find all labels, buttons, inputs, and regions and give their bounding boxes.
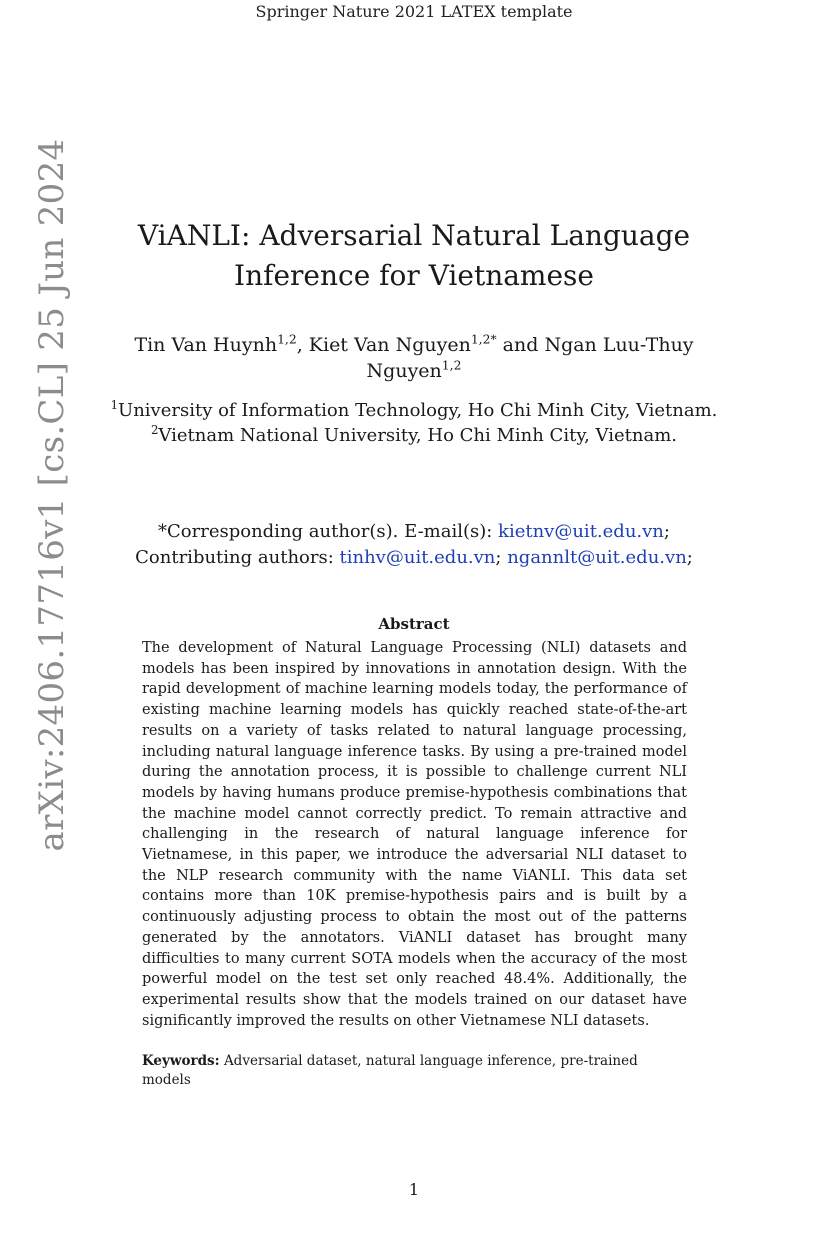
title-line-2: Inference for Vietnamese bbox=[234, 259, 594, 292]
affiliations bbox=[105, 398, 723, 448]
affiliation-text: University of Information Technology, Ho Chi Minh City, Vietnam. bbox=[118, 400, 718, 421]
corresponding-suffix: ; bbox=[663, 521, 670, 542]
contributing-suffix: ; bbox=[686, 547, 693, 568]
affiliation-number: 1 bbox=[110, 398, 119, 412]
contributing-separator: ; bbox=[495, 547, 508, 568]
keywords bbox=[142, 1052, 687, 1090]
corresponding-prefix: *Corresponding author(s). E-mail(s): bbox=[158, 521, 499, 542]
contributing-authors-line bbox=[90, 545, 738, 571]
contributing-email-link-2[interactable]: ngannlt@uit.edu.vn bbox=[507, 547, 687, 568]
arxiv-identifier[interactable]: arXiv:2406.17716v1 [cs.CL] 25 Jun 2024 bbox=[32, 138, 72, 852]
running-head: Springer Nature 2021 LATEX template bbox=[255, 2, 573, 21]
author-affil-mark: 1,2 bbox=[441, 358, 462, 373]
abstract-heading: Abstract bbox=[378, 615, 450, 633]
title-line-1: ViANLI: Adversarial Natural Language bbox=[137, 219, 691, 252]
author-name: Tin Van Huynh bbox=[134, 334, 278, 356]
author-list bbox=[105, 332, 723, 384]
affiliation-number: 2 bbox=[150, 423, 159, 437]
page-number: 1 bbox=[408, 1180, 420, 1199]
author-name: Ngan Luu-Thuy Nguyen bbox=[366, 334, 694, 382]
author-affil-mark: 1,2* bbox=[470, 332, 497, 347]
keywords-label: Keywords: bbox=[142, 1053, 220, 1069]
author-affil-mark: 1,2 bbox=[277, 332, 297, 347]
corresponding-author-line bbox=[90, 519, 738, 545]
affiliation-item bbox=[105, 398, 723, 423]
author-name: Kiet Van Nguyen bbox=[308, 334, 471, 356]
paper-title bbox=[0, 216, 828, 296]
corresponding-email-link[interactable]: kietnv@uit.edu.vn bbox=[498, 521, 664, 542]
affiliation-item bbox=[105, 423, 723, 448]
contributing-prefix: Contributing authors: bbox=[135, 547, 340, 568]
affiliation-text: Vietnam National University, Ho Chi Minh City, Vietnam. bbox=[158, 425, 677, 446]
correspondence-block bbox=[90, 519, 738, 571]
author-separator: , bbox=[296, 334, 309, 356]
abstract-body: The development of Natural Language Processing (NLI) datasets and models has been inspired by innovations in annotation design. With the rapid development of machine learning models today, the performance of existing machine learning models has quickly reached state-of-the-art results on a variety of tasks related to natural language processing, including natural language inference tasks. By using a pre-trained model during the annotation process, it is possible to challenge current NLI models by having humans produce premise-hypothesis combinations that the machine model cannot correctly predict. To remain attractive and challenging in the research of natural language inference for Vietnamese, in this paper, we introduce the adversarial NLI dataset to the NLP research community with the name ViANLI. This data set contains more than 10K premise-hypothesis pairs and is built by a continuously adjusting process to obtain the most out of the patterns generated by the annotators. ViANLI dataset has brought many difficulties to many current SOTA models when the accuracy of the most powerful model on the test set only reached 48.4%. Additionally, the experimental results show that the models trained on our dataset have significantly improved the results on other Vietnamese NLI datasets. bbox=[142, 640, 687, 1029]
contributing-email-link-1[interactable]: tinhv@uit.edu.vn bbox=[339, 547, 496, 568]
author-separator: and bbox=[496, 334, 545, 356]
keywords-text: Adversarial dataset, natural language inference, pre-trained models bbox=[142, 1053, 638, 1088]
